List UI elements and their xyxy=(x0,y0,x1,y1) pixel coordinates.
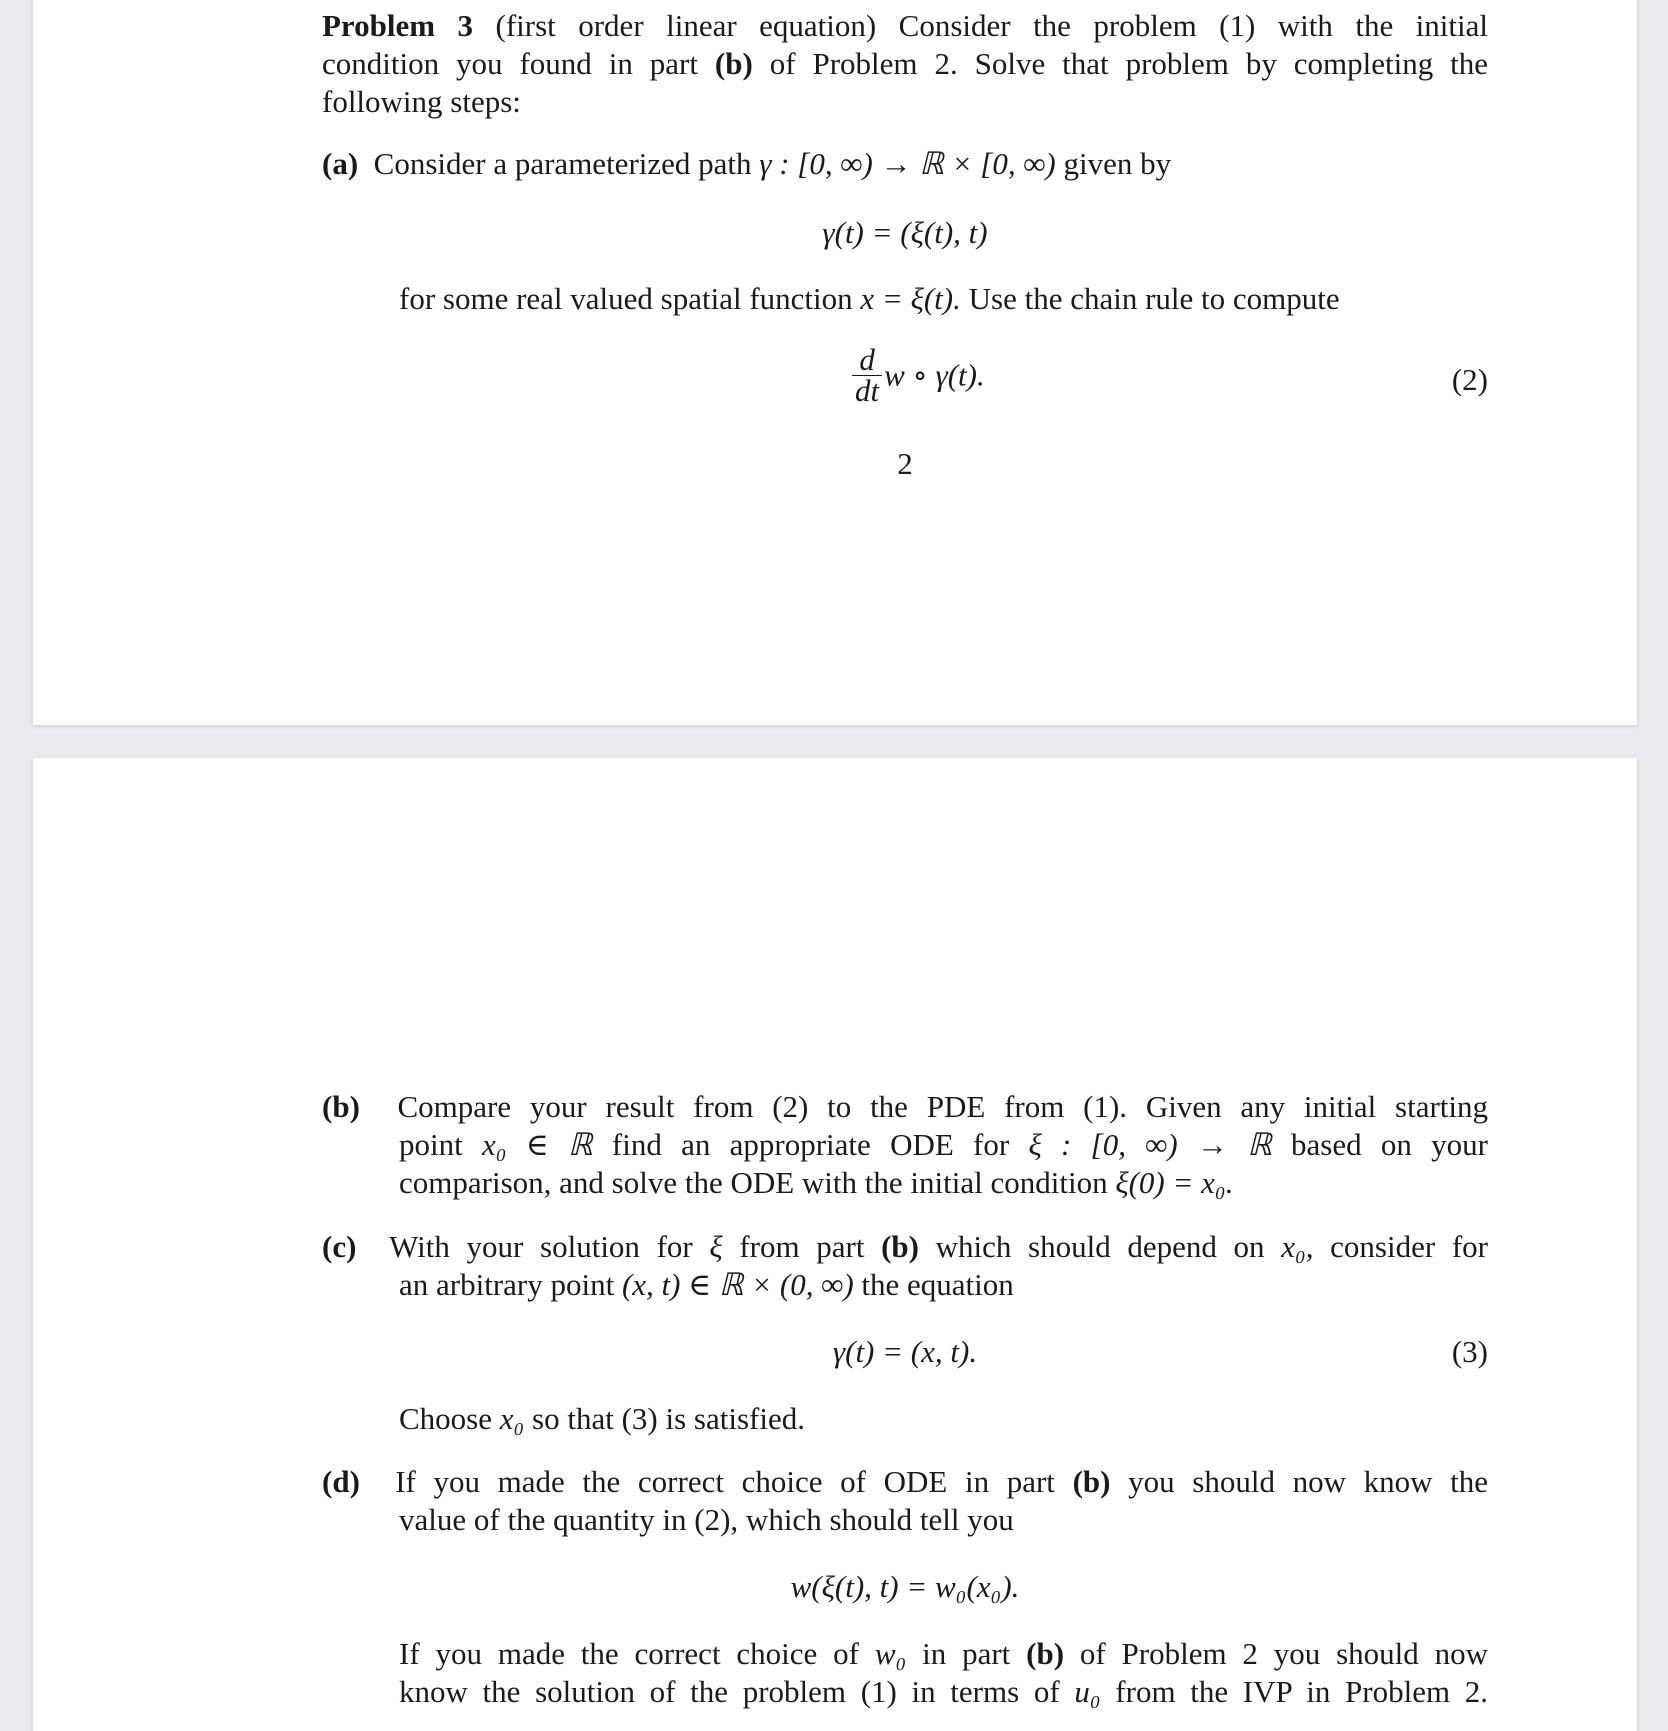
part-c-math-xi: ξ xyxy=(709,1229,723,1264)
part-a-line2-text: for some real valued spatial function xyxy=(399,281,853,316)
derivative-expression: w ∘ γ(t). xyxy=(884,357,985,393)
part-d-text-3a: If you made the correct choice of xyxy=(399,1636,859,1671)
part-d-label: (d) xyxy=(322,1464,360,1499)
part-b-math-2: ξ : [0, ∞) → ℝ xyxy=(1028,1127,1272,1162)
part-d-line-2: value of the quantity in (2), which should tell you xyxy=(399,1502,1014,1537)
fraction-numerator: d xyxy=(852,345,882,376)
part-d-equation: w(ξ(t), t) = w₀(x₀). xyxy=(790,1569,1020,1604)
part-a-path-map: γ : [0, ∞) → ℝ × [0, ∞) xyxy=(759,146,1056,181)
equation-number-3: (3) xyxy=(1451,1334,1488,1369)
part-b-text-2c: based on your xyxy=(1291,1127,1489,1162)
part-a-line-2 xyxy=(399,280,1340,318)
part-c-text-2a: an arbitrary point xyxy=(399,1267,615,1302)
part-a-line-1 xyxy=(322,145,1171,183)
part-b-math-1: x₀ ∈ ℝ xyxy=(482,1127,593,1162)
part-c-label: (c) xyxy=(322,1229,357,1264)
part-a-line2-math: x = ξ(t). xyxy=(860,281,961,316)
part-a-derivative-row xyxy=(322,342,1488,415)
problem-intro-line-3: following steps: xyxy=(322,84,521,119)
part-d-text-3b: in part xyxy=(922,1636,1011,1671)
part-c-choose-text-b: so that (3) is satisfied. xyxy=(532,1401,805,1436)
part-c-choose-line xyxy=(399,1400,805,1438)
part-c-math-point: (x, t) ∈ ℝ × (0, ∞) xyxy=(621,1267,854,1302)
part-d-math-w0: w₀ xyxy=(874,1636,907,1671)
part-b-label: (b) xyxy=(322,1089,360,1124)
part-d-bold-ref-2: (b) xyxy=(1026,1636,1065,1671)
part-d-bold-ref: (b) xyxy=(1072,1464,1111,1499)
part-b-text-1: Compare your result from (2) to the PDE from (1). Given any initial starting xyxy=(397,1089,1489,1124)
problem-intro-text-2c: of Problem 2. Solve that problem by completing the xyxy=(769,46,1489,81)
part-d-text-1a: If you made the correct choice of ODE in part xyxy=(395,1464,1055,1499)
part-c-choose-math: x₀ xyxy=(499,1401,525,1436)
part-c-equation: γ(t) = (x, t). xyxy=(832,1334,978,1369)
problem-title: Problem 3 xyxy=(322,8,474,43)
part-b-math-3: ξ(0) = x₀. xyxy=(1115,1165,1234,1200)
part-d-text-3c: of Problem 2 you should now xyxy=(1079,1636,1489,1671)
problem-intro-line-2 xyxy=(322,45,1488,83)
part-b-line-1 xyxy=(322,1088,1488,1126)
problem-intro-text-1: Consider the problem (1) with the initial xyxy=(898,8,1489,43)
part-a-derivative xyxy=(852,342,985,408)
part-d-line-1 xyxy=(322,1463,1488,1501)
part-d-text-4a: know the solution of the problem (1) in terms of xyxy=(399,1674,1060,1709)
part-a-label: (a) xyxy=(322,146,359,181)
part-a-text-after: given by xyxy=(1063,146,1172,181)
problem-intro-text-2a: condition you found in part xyxy=(322,46,698,81)
part-a-text: Consider a parameterized path xyxy=(373,146,752,181)
problem-intro-bold: (b) xyxy=(714,46,753,81)
part-b-text-3: comparison, and solve the ODE with the initial condition xyxy=(399,1165,1108,1200)
problem-subtitle: (first order linear equation) xyxy=(495,8,877,43)
problem-intro-line-1 xyxy=(322,7,1488,45)
part-c-text-1d: consider for xyxy=(1330,1229,1488,1264)
part-b-text-2a: point xyxy=(399,1127,463,1162)
part-c-bold-ref: (b) xyxy=(881,1229,919,1264)
part-d-math-u0: u₀ xyxy=(1074,1674,1101,1709)
part-d-line-4 xyxy=(399,1673,1488,1711)
page-number: 2 xyxy=(897,446,913,481)
part-b-line-2 xyxy=(399,1126,1488,1164)
part-c-text-1b: from part xyxy=(739,1229,865,1264)
document-page-2 xyxy=(33,758,1637,1731)
part-a-line2-text-b: Use the chain rule to compute xyxy=(968,281,1340,316)
part-b-line-3 xyxy=(399,1164,1233,1202)
part-c-math-x0: x₀, xyxy=(1281,1229,1314,1264)
part-c-text-2b: the equation xyxy=(861,1267,1014,1302)
part-c-text-1a: With your solution for xyxy=(389,1229,693,1264)
part-d-text-4b: from the IVP in Problem 2. xyxy=(1115,1674,1488,1709)
document-page-1 xyxy=(33,0,1637,725)
part-a-equation: γ(t) = (ξ(t), t) xyxy=(822,215,988,250)
part-c-equation-row xyxy=(322,1333,1488,1371)
part-d-text-1b: you should now know the xyxy=(1128,1464,1489,1499)
equation-number-2: (2) xyxy=(1451,362,1488,397)
part-c-text-1c: which should depend on xyxy=(935,1229,1265,1264)
part-b-text-2b: find an appropriate ODE for xyxy=(611,1127,1010,1162)
part-c-line-1 xyxy=(322,1228,1488,1266)
part-c-choose-text-a: Choose xyxy=(399,1401,492,1436)
part-d-line-3 xyxy=(399,1635,1488,1673)
part-c-line-2 xyxy=(399,1266,1014,1304)
fraction-denominator: dt xyxy=(855,373,880,408)
derivative-fraction xyxy=(852,342,882,408)
